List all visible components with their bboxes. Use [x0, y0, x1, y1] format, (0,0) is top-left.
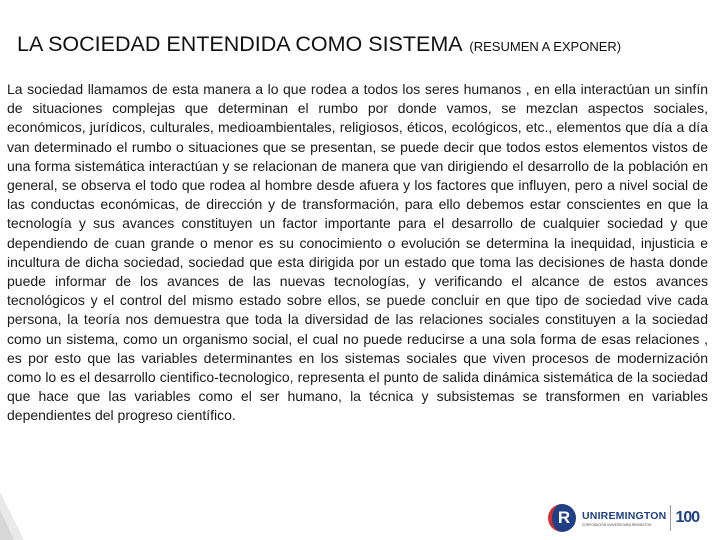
logo-tagline: CORPORACIÓN UNIVERSITARIA REMINGTON [582, 522, 652, 527]
slide-body-text: La sociedad llamamos de esta manera a lo que rodea a todos los seres humanos , en ella interactúan un sinfín de situaciones complejas que determinan el rumbo por donde vamos, se mezclan aspectos sociales, económicos, jurídicos, culturales, medioambientales, religiosos, éticos, ecológicos, etc., elementos que día a día van determinado el rumbo o situaciones que se presentan, se puede decir que todos estos elementos vistos de una forma sistemática interactúan y se relacionan de manera que van dirigiendo el desarrollo de la población en general, se observa el todo que rodea al hombre desde afuera y los factores que influyen, pero a nivel social de las conductas económicas, de dirección y de transformación, para ello debemos estar conscientes en que la tecnología y sus avances constituyen un factor importante para el desarrollo de cualquier sociedad y que dependiendo de cuan grande o menor es su conocimiento o evolución se determina la inequidad, injusticia e incultura de dicha sociedad, sociedad que esta dirigida por un estado que toma las decisiones de hasta donde puede informar de los avances de las nuevas tecnologías, y verificando el alcance de estos avances tecnológicos y el control del mismo estado sobre ellos, se puede concluir en que tipo de sociedad vive cada persona, la teoría nos demuestra que toda la diversidad de las relaciones sociales constituyen a la sociedad como un sistema, como un organismo social, el cual no puede reducirse a una sola forma de esas relaciones , es por esto que las variables determinantes en los sistemas sociales que viven procesos de modernización como lo es el desarrollo cientifico-tecnologico, representa el punto de salida dinámica sistemática de la sociedad que hace que las variables como el ser humano, la técnica y subsistemas se transformen en variables dependientes del progreso científico. [7, 81, 708, 424]
logo-r-icon: R [548, 504, 576, 532]
corner-decoration-inner [0, 510, 14, 540]
slide-title [17, 32, 717, 57]
logo-name: UNIREMINGTON [582, 509, 667, 522]
logo-divider [670, 505, 671, 531]
slide-title-main: LA SOCIEDAD ENTENDIDA COMO SISTEMA [17, 32, 462, 56]
uniremington-logo [548, 500, 716, 536]
logo-text-block [582, 510, 666, 527]
slide-subtitle: (RESUMEN A EXPONER) [469, 39, 622, 54]
logo-anniversary: 100 [675, 509, 700, 526]
